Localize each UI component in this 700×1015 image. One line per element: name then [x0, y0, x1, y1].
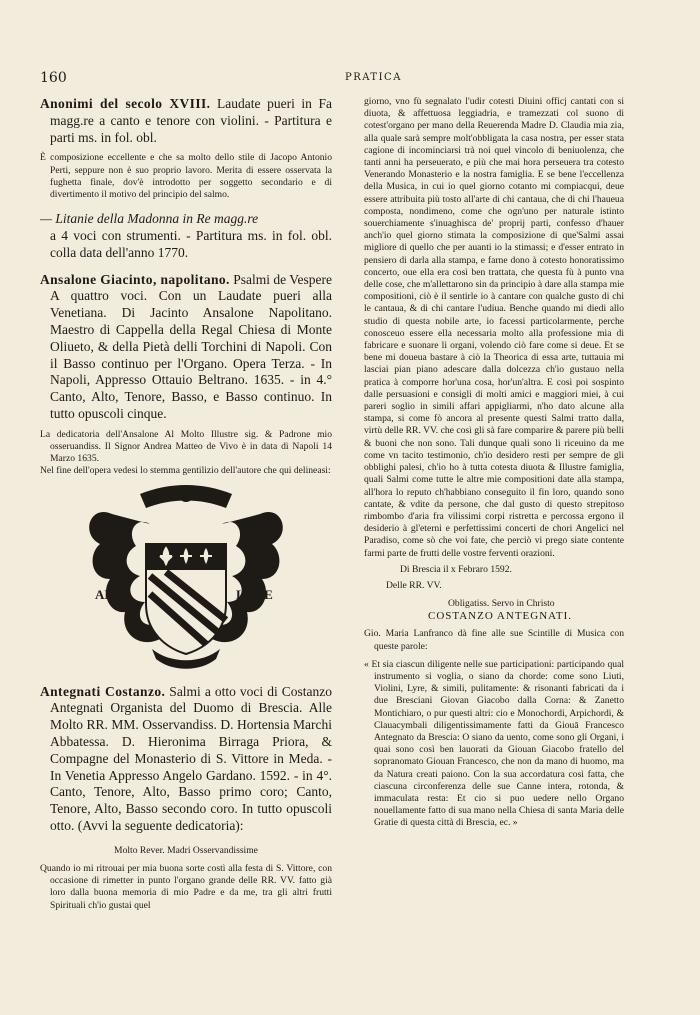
dedication-text: Quando io mi ritrouai per mia buona sorte costì alla festa di S. Vittore, con occasione di rimetter in punto l'organo grande delle RR. VV. fatto già loro dalla buona memoria di mio Padre e da me, tra gli altri frutti Spirituali ch'io gustai quel: [40, 862, 332, 911]
entry-ansalone: [40, 272, 332, 423]
lanfranco-intro: Gio. Maria Lanfranco dà fine alle sue Scintille di Musica con queste parole:: [364, 628, 624, 652]
entry-heading: Anonimi del secolo XVIII.: [40, 96, 211, 111]
coat-of-arms-illustration: [40, 484, 332, 674]
entry-note: Nel fine dell'opera vedesi lo stemma gentilizio dell'autore che qui delineasi:: [40, 465, 331, 477]
entry-text: Laudate pueri in Fa magg.re a canto e tenore con violini. - Partitura e parti ms. in fol. obl.: [50, 96, 332, 145]
entry-heading: Antegnati Costanzo.: [40, 683, 166, 699]
page-number: 160: [40, 70, 67, 86]
entry-text: Salmi a otto voci di Costanzo Antegnati Organista del Duomo di Brescia. Alle Molto RR. MM. Osservandiss. D. Hortensia Marchi Abbatessa. D. Hieronima Birraga Priora, & Compagne del Monasterio di S. Vittore in Meda. - In Venetia Appresso Angelo Gardano. 1592. - in 4°. Canto, Tenore, Alto, Basso primo coro; Canto, Tenore, Alto, Basso secondo coro. In tutto opuscoli otto. (Avvi la seguente dedicatoria):: [50, 683, 332, 833]
lanfranco-quote: « Et sia ciascun diligente nelle sue participationi: participando qual instrumento si voglia, o siano da chorde: come sono Liuti, Violini, Lyre, & simili, pulitamente: & risonanti fabricati da i due Bresciani Giovan Giacobo dalla Corna: & Zanetto Montichiaro, o pur questi altri: cio e Monochordi, Arpichordi, & Clauacymbali diligentissimamente fatti da Giouā Francesco Antegnato da Brescia: O siano da uento, come sono gli Organi, i quai sono così ben lauorati da Giouan Giacobo fratello del sopranomato Giouan Francesco, che non da mano di huomo, ma da Natura creati paiono. Con la sua accordatura così fatta, che ciascuna circonferenza delle sue Canne intera, rotonda, & immaculata resta: Et cio si puo uedere nello Organo nouellamente fatto di sua mano nella Chiesa di santa Maria delle Gratie di questa città di Brescia, ec. »: [364, 658, 624, 829]
letter-date: Di Brescia il x Febraro 1592.: [400, 563, 512, 575]
dedication-heading: Molto Rever. Madri Osservandissime: [114, 844, 258, 856]
emblem-label-left: ANSA: [95, 586, 131, 602]
right-column: [364, 96, 624, 830]
entry-heading: Ansalone Giacinto, napolitano.: [40, 271, 230, 287]
letter-obligatiss: Obligatiss. Servo in Christo: [448, 598, 555, 610]
entry-note: È composizione eccellente e che sa molto dello stile di Jacopo Antonio Perti, seppure non è suo proprio lavoro. Merita di essere osservata la fughetta finale, dov'è introdotto per soggetto secondario e di divertimento il motivo del principio del salmo.: [40, 152, 332, 200]
left-column: [40, 96, 332, 912]
litanie-title: — Litanie della Madonna in Re magg.re: [40, 211, 259, 227]
letter-signature: COSTANZO ANTEGNATI.: [428, 610, 573, 623]
running-title: PRATICA: [345, 72, 402, 83]
litanie-text: a 4 voci con strumenti. - Partitura ms. in fol. obl. colla data dell'anno 1770.: [50, 228, 332, 260]
entry-note: La dedicatoria dell'Ansalone Al Molto Illustre sig. & Padrone mio osseruandiss. Il Signor Andrea Matteo de Vivo è in data di Napoli 14 Marzo 1635.: [40, 428, 332, 465]
entry-litanie: [40, 211, 332, 228]
page-header: [40, 70, 640, 88]
entry-text: Psalmi de Vespere A quattro voci. Con un Laudate pueri alla Venetiana. Di Jacinto Ansalone Napolitano. Maestro di Cappella della Regal Chiesa di Monte Oliueto, & della Pietà delli Torchini di Napoli. Con il Basso continuo per l'Organo. Opera Terza. - In Napoli, Appresso Ottauio Beltrano. 1635. - in 4.° Canto, Alto, Tenore, Basso, e Basso continuo. In tutto opuscoli cinque.: [50, 271, 333, 421]
entry-anonimi: [40, 96, 332, 146]
emblem-label-right: LONE: [236, 586, 273, 602]
letter-closing: Delle RR. VV.: [386, 579, 442, 591]
entry-antegnati: [40, 684, 332, 835]
letter-continuation: giorno, vno fù segnalato l'udir cotesti Diuini officj cantati con si diuota, & affettuosa leggiadria, e tramezzati col suono di cotest'organo per mano della Reuerenda Madre D. Claudia mia zia, alla quale sarà sempre molt'obbligata la casa nostra, per esser stata cagione di incominciarsi trà noi quel vincolo di beniuolenza, che tanti anni ha perseuerato, e più che mai hora perseuera tra cotesto Venerando Monasterio e la nostra famiglia. E se bene l'eccellenza della Musica, in cui io quel giorno cotanto mi compiacqui, deue essere attribuita più tosto all'arte di chi cantaua, che di chi l'haueua composta, nondimeno, come che ogn'uno per naturale istinto souerchiamente s'inuaghisca de' proprij parti, confesso d'hauer anch'io quel giorno stimata la composizione di que'Salmi assai migliore di quello che per auanti io la stimassi; e d'esser entrato in pensiero di darla alla stampa, e farne dono à cotesto honoratissimo concerto, oue ella era così ben trattata, che questa fù à punto vna delle cose, che m'allettarono sin da principio à dare alla stampa mie compositioni, ciò è il sentirle io à cantare con qualche gusto di chi le cantaua, & di chi cantare l'udiua. Benche quando mi diedi allo studio di questa nobile arte, io facessi particolarmente, perche conosceuo essere ella necessaria molto alla professione mia di fabricare e suonare li organi, volendo ciò fare come si deue. Et se bene mi doueua bastare à ciò la Theorica di essa arte, tuttauia mi lasciai pian piano adescare dalla dolcezza ch'io gustauo nella pratica à comporre hor'una cosa, hor'un'altra. E così poi sospinto dalle persuasioni e consigli di molti amici e maggiori miei, à cui pareri soglio in simili affari appigliarmi, n'ho dato alcune alla stampa, si come fò ancora al presente questi Salmi tratto dalla, virtù delle RR. VV. che così gli sà fare comparire & parere più belli & buoni che non sono. Tali dunque quali sono li riceuino da me come vn tacito testimonio, ch'io desidero resti per sempre de gli obblighi palesi, ch'io ho à tutta cotesta diuota & Illustre famiglia, quali Salmi come tutte le altre mie compositioni date alla stampa, all'hora lo reputo ch'habbiano conseguito il fin loro, quando sono cantate, & vdite da persone, che dal gusto di questo strepitoso rimbombo d'aria fra vilissimi corpi ristretta e percossa ergono il desiderio à gl'eterni e perfettissimi concerti de chori Angelici nel Paradiso, come sò che voi fate, che perciò vi prego siate contente farmi parte de frutti delle vostre ferventi orazioni.: [364, 96, 624, 559]
